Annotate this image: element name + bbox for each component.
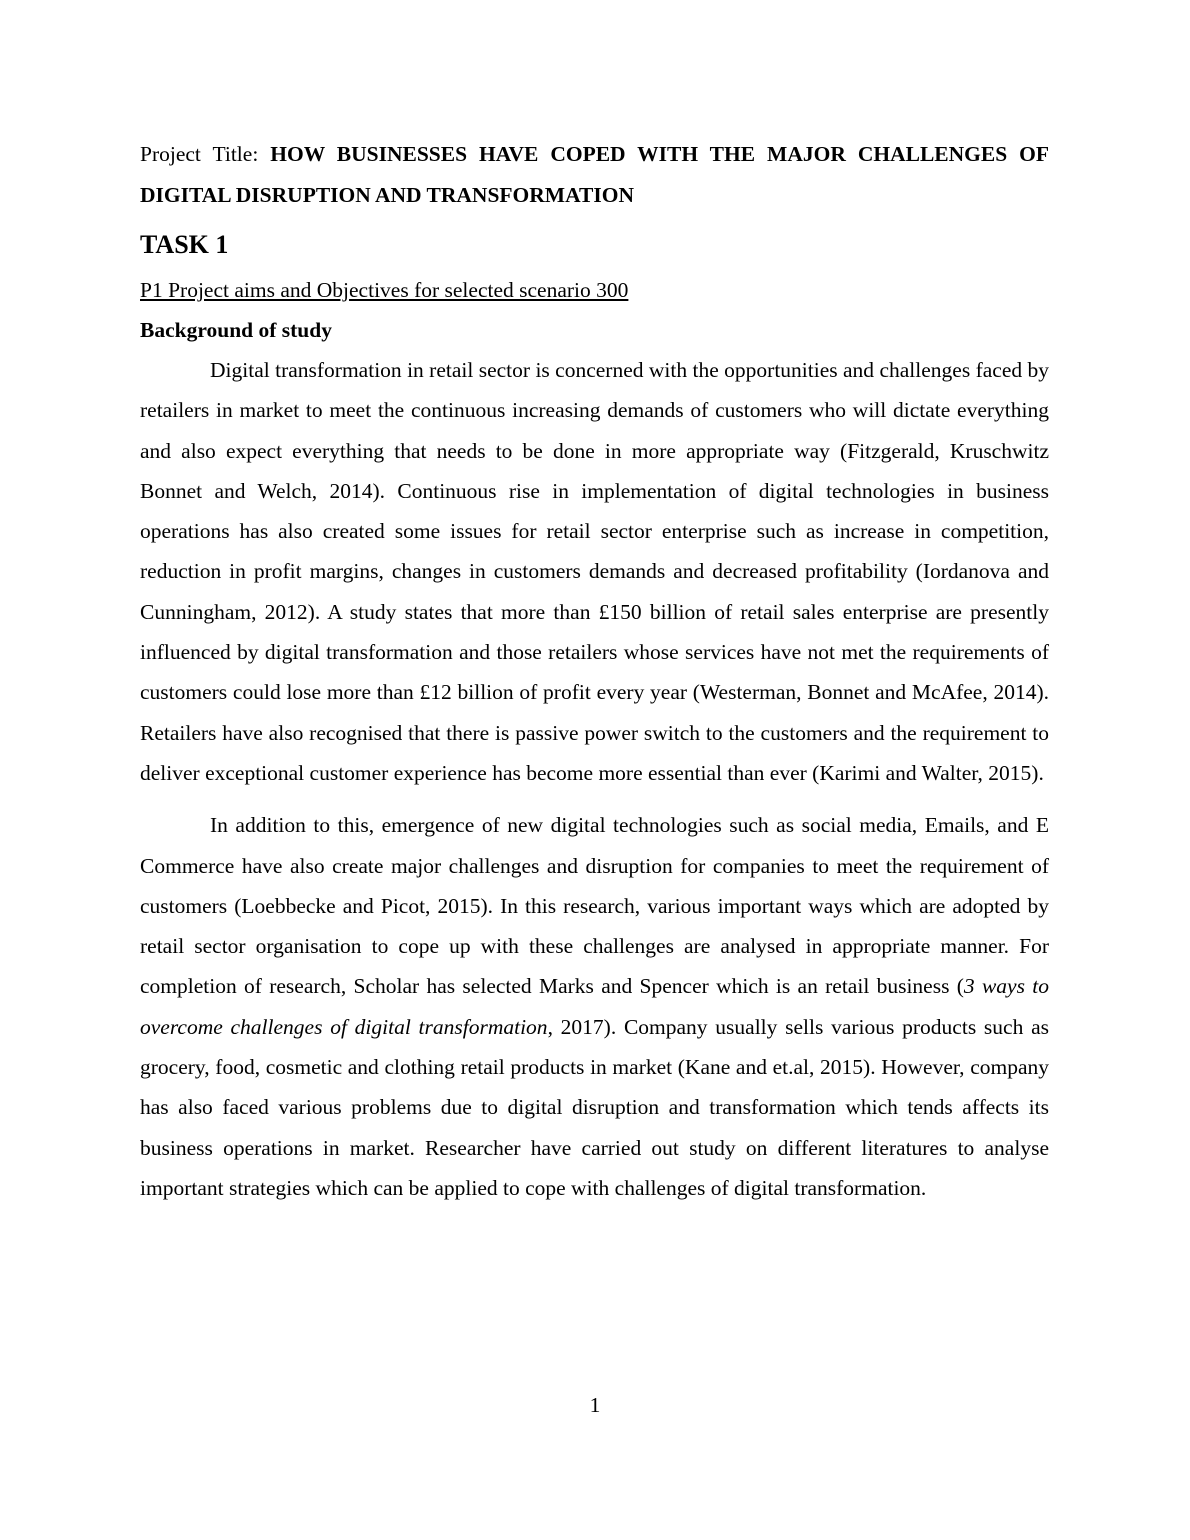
- task-heading: TASK 1: [140, 230, 229, 259]
- paragraph-2-text-a: In addition to this, emergence of new digital technologies such as social media, Emails, and E Commerce have also create major challenges and disruption for companies to meet the requirement of customers (Loebbecke and Picot, 2015). In this research, various important ways which are adopted by retail sector organisation to cope up with these challenges are analysed in appropriate manner. For completion of research, Scholar has selected Marks and Spencer which is an retail business (: [140, 813, 1049, 999]
- project-title: [140, 134, 1049, 215]
- project-title-prefix: Project Title:: [140, 142, 271, 166]
- background-paragraph-2: [140, 805, 1049, 1208]
- paragraph-2-italic-citation: 3 ways to overcome challenges of digital transformation: [140, 974, 1049, 1039]
- paragraph-2-text-b: , 2017). Company usually sells various products such as grocery, food, cosmetic and clothing retail products in market (Kane and et.al, 2015). However, company has also faced various problems due to digital disruption and transformation which tends affects its business operations in market. Researcher have carried out study on different literatures to analyse important strategies which can be applied to cope with challenges of digital transformation.: [140, 1014, 1049, 1200]
- page-number: 1: [589, 1393, 601, 1417]
- project-title-text: HOW BUSINESSES HAVE COPED WITH THE MAJOR CHALLENGES OF DIGITAL DISRUPTION AND TRANSFORMATION: [140, 142, 1049, 207]
- background-paragraph-1: Digital transformation in retail sector is concerned with the opportunities and challenges faced by retailers in market to meet the continuous increasing demands of customers who will dictate everything and also expect everything that needs to be done in more appropriate way (Fitzgerald, Kruschwitz Bonnet and Welch, 2014). Continuous rise in implementation of digital technologies in business operations has also created some issues for retail sector enterprise such as increase in competition, reduction in profit margins, changes in customers demands and decreased profitability (Iordanova and Cunningham, 2012). A study states that more than £150 billion of retail sales enterprise are presently influenced by digital transformation and those retailers whose services have not met the requirements of customers could lose more than £12 billion of profit every year (Westerman, Bonnet and McAfee, 2014). Retailers have also recognised that there is passive power switch to the customers and the requirement to deliver exceptional customer experience has become more essential than ever (Karimi and Walter, 2015).: [140, 358, 1049, 785]
- section-subheading: P1 Project aims and Objectives for selected scenario 300: [140, 278, 629, 302]
- document-page: [140, 134, 1049, 1208]
- background-heading: Background of study: [140, 318, 332, 342]
